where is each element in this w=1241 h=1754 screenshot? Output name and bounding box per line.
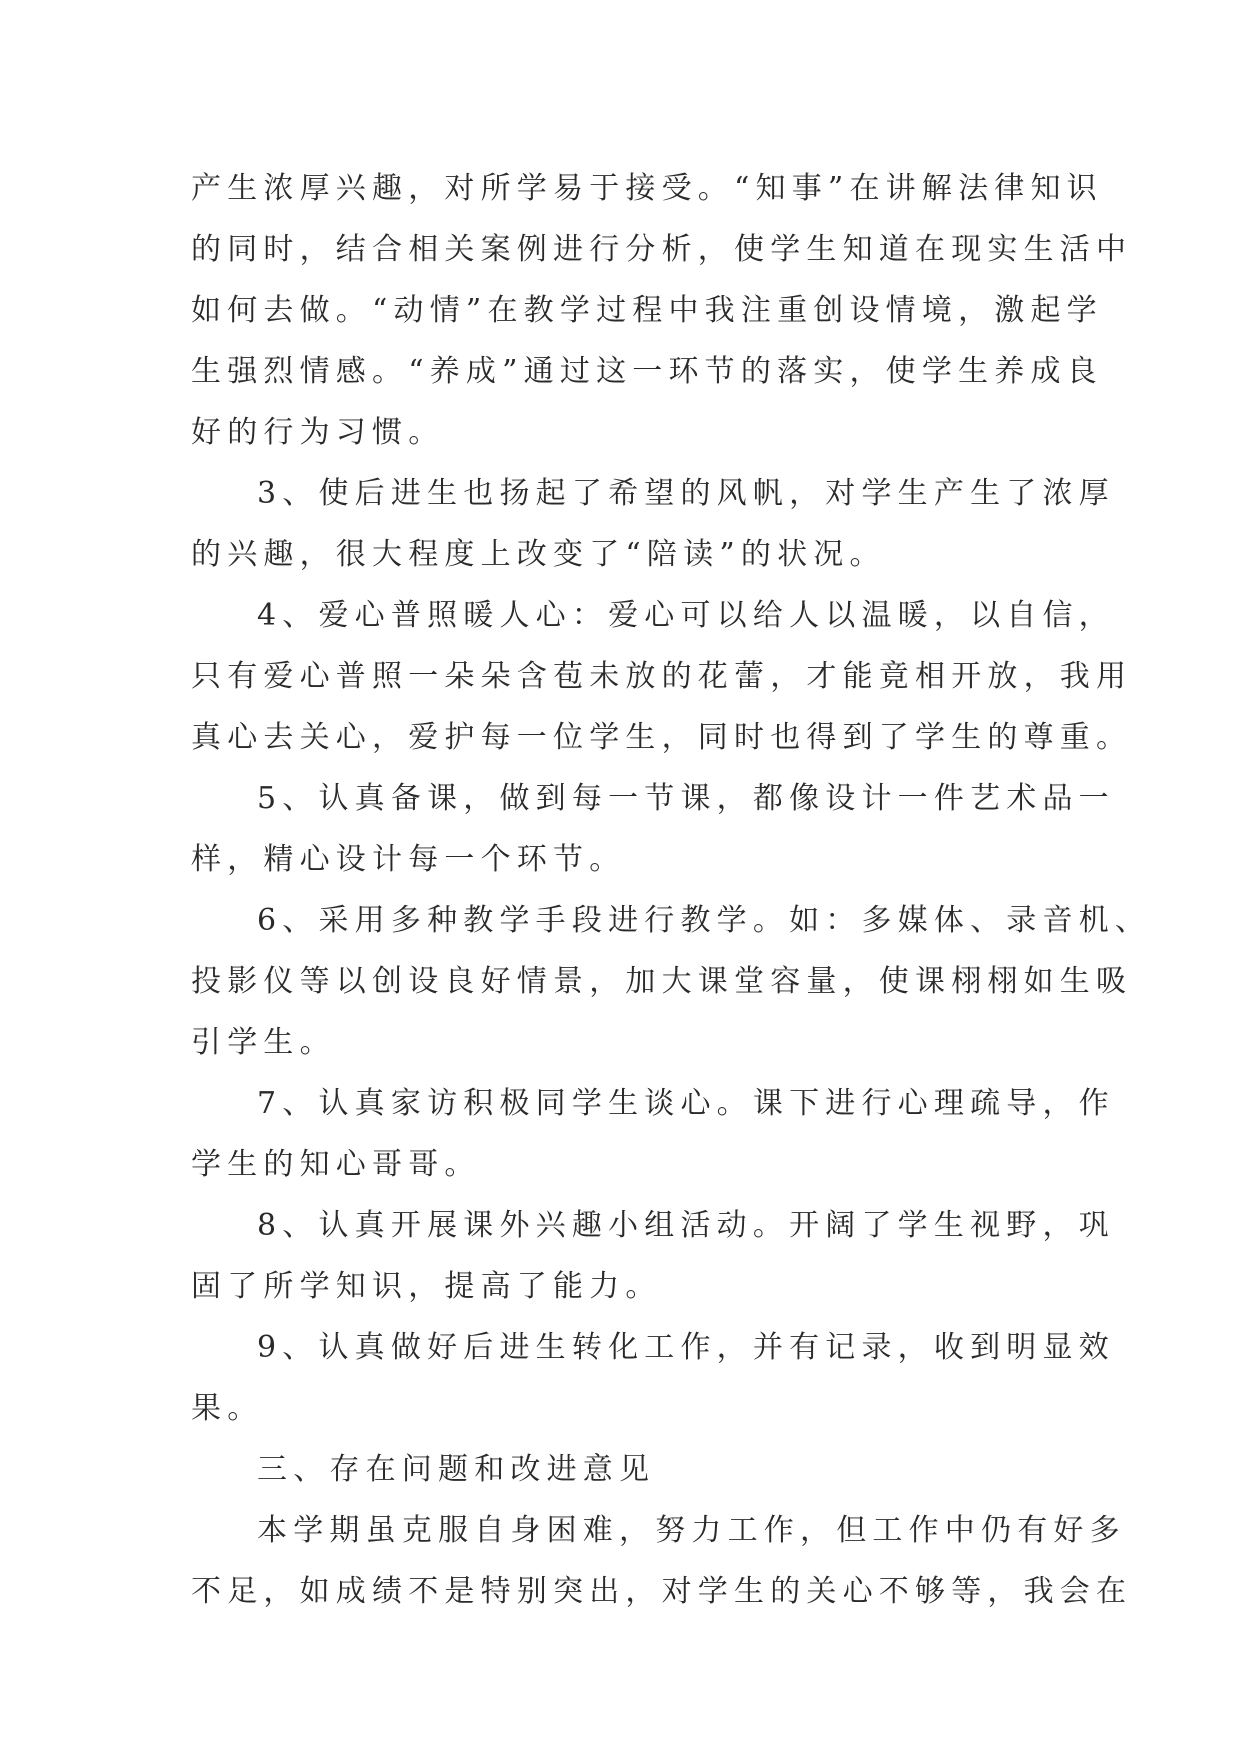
text-line: 如何去做。“动情”在教学过程中我注重创设情境，激起学 xyxy=(191,293,1103,328)
text-line: 7、认真家访积极同学生谈心。课下进行心理疏导，作 xyxy=(257,1086,1115,1121)
text-line: 生强烈情感。“养成”通过这一环节的落实，使学生养成良 xyxy=(191,354,1103,389)
text-line: 真心去关心，爱护每一位学生，同时也得到了学生的尊重。 xyxy=(191,720,1133,755)
text-line: 引学生。 xyxy=(191,1025,336,1060)
text-line: 学生的知心哥哥。 xyxy=(191,1147,481,1182)
text-line: 9、认真做好后进生转化工作，并有记录，收到明显效 xyxy=(257,1330,1115,1365)
text-line: 产生浓厚兴趣，对所学易于接受。“知事”在讲解法律知识 xyxy=(191,171,1103,206)
text-line: 4、爱心普照暖人心：爱心可以给人以温暖，以自信， xyxy=(257,598,1115,633)
text-line: 好的行为习惯。 xyxy=(191,415,445,450)
text-line: 3、使后进生也扬起了希望的风帆，对学生产生了浓厚 xyxy=(257,476,1115,511)
text-line: 8、认真开展课外兴趣小组活动。开阔了学生视野，巩 xyxy=(257,1208,1115,1243)
text-line: 5、认真备课，做到每一节课，都像设计一件艺术品一 xyxy=(257,781,1115,816)
document-body xyxy=(191,158,1152,1622)
text-line: 投影仪等以创设良好情景，加大课堂容量，使课栩栩如生吸 xyxy=(191,964,1133,999)
text-line: 固了所学知识，提高了能力。 xyxy=(191,1269,662,1304)
text-line: 只有爱心普照一朵朵含苞未放的花蕾，才能竟相开放，我用 xyxy=(191,659,1133,694)
text-line: 样，精心设计每一个环节。 xyxy=(191,842,626,877)
text-line: 6、采用多种教学手段进行教学。如：多媒体、录音机、 xyxy=(257,903,1152,938)
section-heading: 三、存在问题和改进意见 xyxy=(257,1452,656,1487)
text-line: 的兴趣，很大程度上改变了“陪读”的状况。 xyxy=(191,537,886,572)
text-line: 本学期虽克服自身困难，努力工作，但工作中仍有好多 xyxy=(257,1513,1126,1548)
text-line: 果。 xyxy=(191,1391,264,1426)
text-line: 的同时，结合相关案例进行分析，使学生知道在现实生活中 xyxy=(191,232,1133,267)
text-line: 不足，如成绩不是特别突出，对学生的关心不够等，我会在 xyxy=(191,1574,1133,1609)
